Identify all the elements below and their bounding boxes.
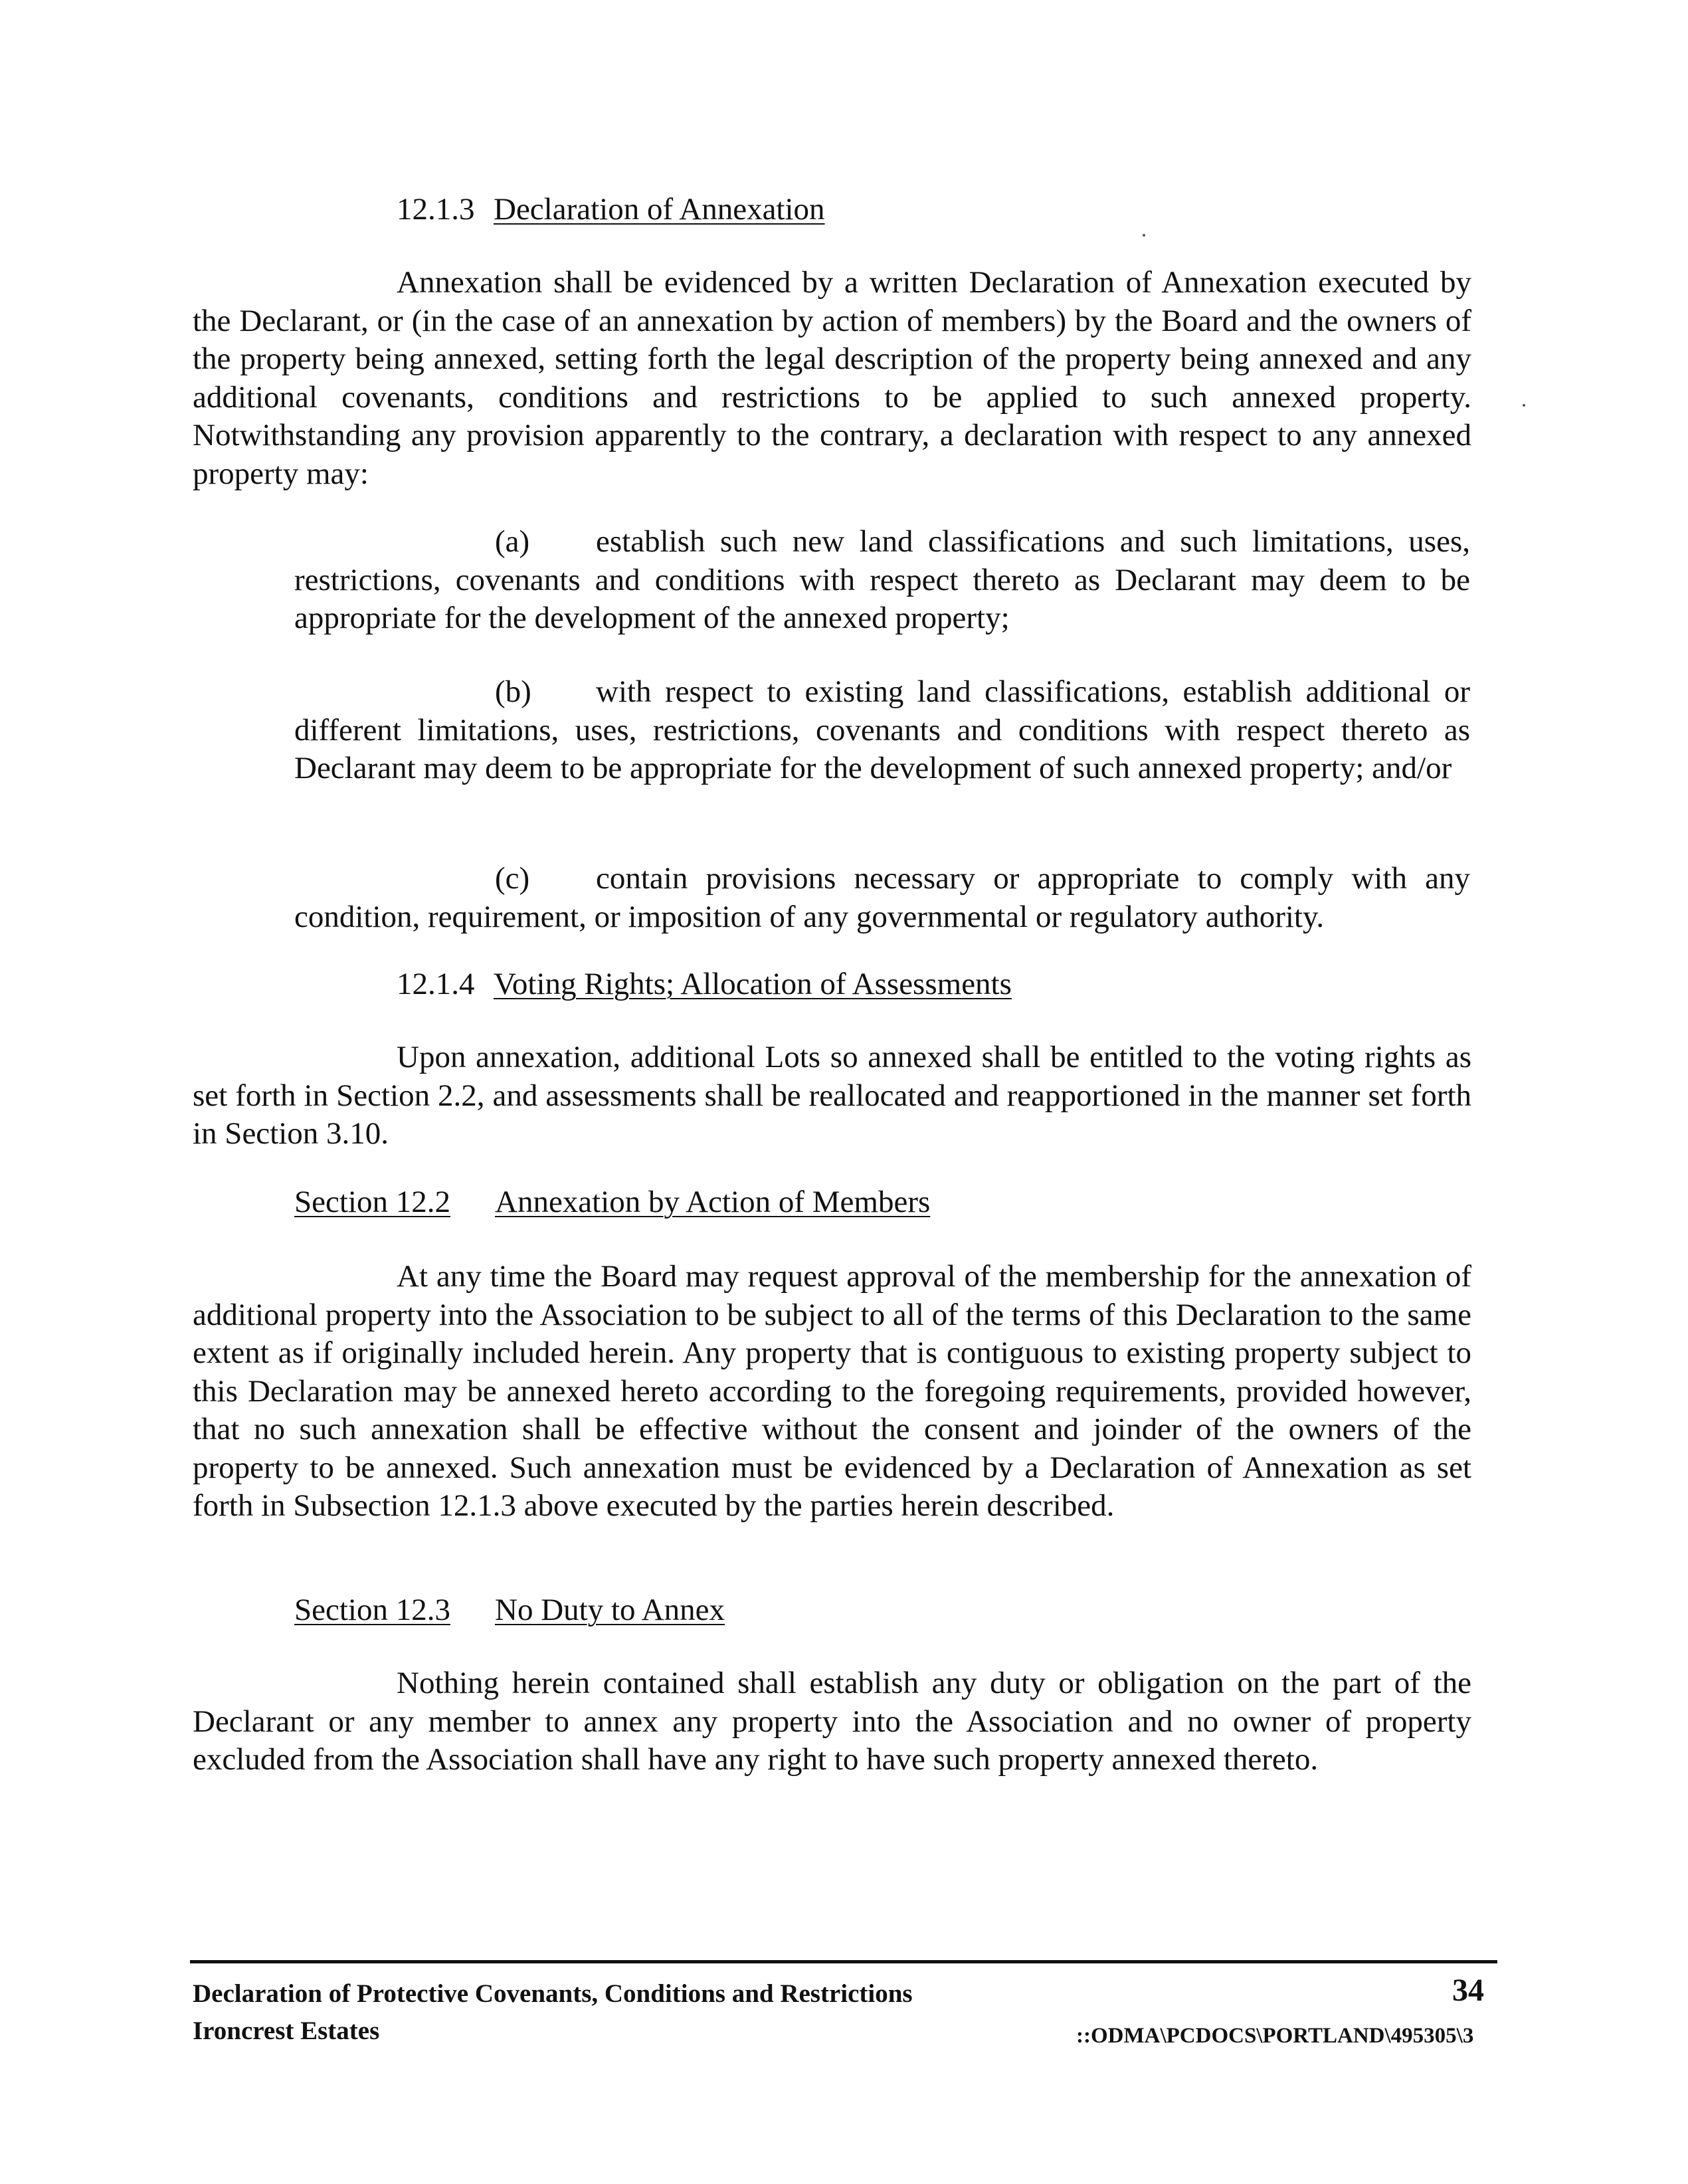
section-number: Section 12.2: [294, 1185, 450, 1219]
list-label: (c): [495, 861, 530, 896]
section-title: Annexation by Action of Members: [495, 1185, 931, 1219]
section-body-12-3: [193, 1664, 1471, 1779]
scan-speck: [1523, 404, 1525, 407]
section-body-12-1-4: [193, 1039, 1471, 1153]
section-title: Declaration of Annexation: [494, 192, 825, 227]
footer-project: Ironcrest Estates: [193, 2017, 380, 2045]
list-text: establish such new land classifications and such limitations, uses, restrictions, covenants and conditions with respect thereto as Declarant may deem to be appropriate for the development of the annexed property;: [294, 524, 1470, 635]
paragraph-text: Nothing herein contained shall establish any duty or obligation on the part of the Declarant or any member to annex any property into the Association and no owner of property excluded from the Association shall have any right to have such property annexed thereto.: [193, 1666, 1471, 1777]
list-label: (a): [495, 524, 530, 559]
section-number: 12.1.4: [397, 967, 475, 1001]
list-item-c: [294, 860, 1470, 936]
list-item-a: [294, 523, 1470, 638]
footer-page-number: 34: [1452, 1973, 1484, 2008]
footer-doc-title: Declaration of Protective Covenants, Conditions and Restrictions: [193, 1979, 913, 2008]
section-heading-12-2: [294, 1183, 930, 1221]
list-text: contain provisions necessary or appropriate to comply with any condition, requirement, or imposition of any governmental or regulatory authority.: [294, 861, 1470, 934]
scan-speck: [1143, 234, 1145, 237]
paragraph-text: Upon annexation, additional Lots so annexed shall be entitled to the voting rights as set forth in Section 2.2, and assessments shall be reallocated and reapportioned in the manner set forth in Section 3.10.: [193, 1040, 1471, 1151]
section-number: 12.1.3: [397, 192, 475, 227]
section-heading-12-1-4: [397, 965, 1012, 1003]
section-title: No Duty to Annex: [495, 1593, 725, 1627]
section-heading-12-3: [294, 1591, 725, 1629]
section-title: Voting Rights; Allocation of Assessments: [494, 967, 1012, 1001]
footer-divider: [190, 1960, 1497, 1963]
paragraph-text: Annexation shall be evidenced by a written Declaration of Annexation executed by the Declarant, or (in the case of an annexation by action of members) by the Board and the owners of the property being annexed, setting forth the legal description of the property being annexed and any additional covenants, conditions and restrictions to be applied to such annexed property. Notwithstanding any provision apparently to the contrary, a declaration with respect to any annexed property may:: [193, 265, 1471, 491]
section-heading-12-1-3: [397, 191, 825, 228]
paragraph-text: At any time the Board may request approval of the membership for the annexation of additional property into the Association to be subject to all of the terms of this Declaration to the same extent as if originally included herein. Any property that is contiguous to existing property subject to this Declaration may be annexed hereto according to the foregoing requirements, provided however, that no such annexation shall be effective without the consent and joinder of the owners of the property to be annexed. Such annexation must be evidenced by a Declaration of Annexation as set forth in Subsection 12.1.3 above executed by the parties herein described.: [193, 1259, 1471, 1523]
section-number: Section 12.3: [294, 1593, 450, 1627]
section-body-12-1-3: [193, 264, 1471, 493]
list-item-b: [294, 673, 1470, 788]
list-text: with respect to existing land classifications, establish additional or different limitations, uses, restrictions, covenants and conditions with respect thereto as Declarant may deem to be appropriate for the development of such annexed property; and/or: [294, 674, 1470, 785]
list-label: (b): [495, 674, 531, 709]
section-body-12-2: [193, 1258, 1471, 1526]
footer-doc-path: ::ODMA\PCDOCS\PORTLAND\495305\3: [1076, 2024, 1474, 2048]
